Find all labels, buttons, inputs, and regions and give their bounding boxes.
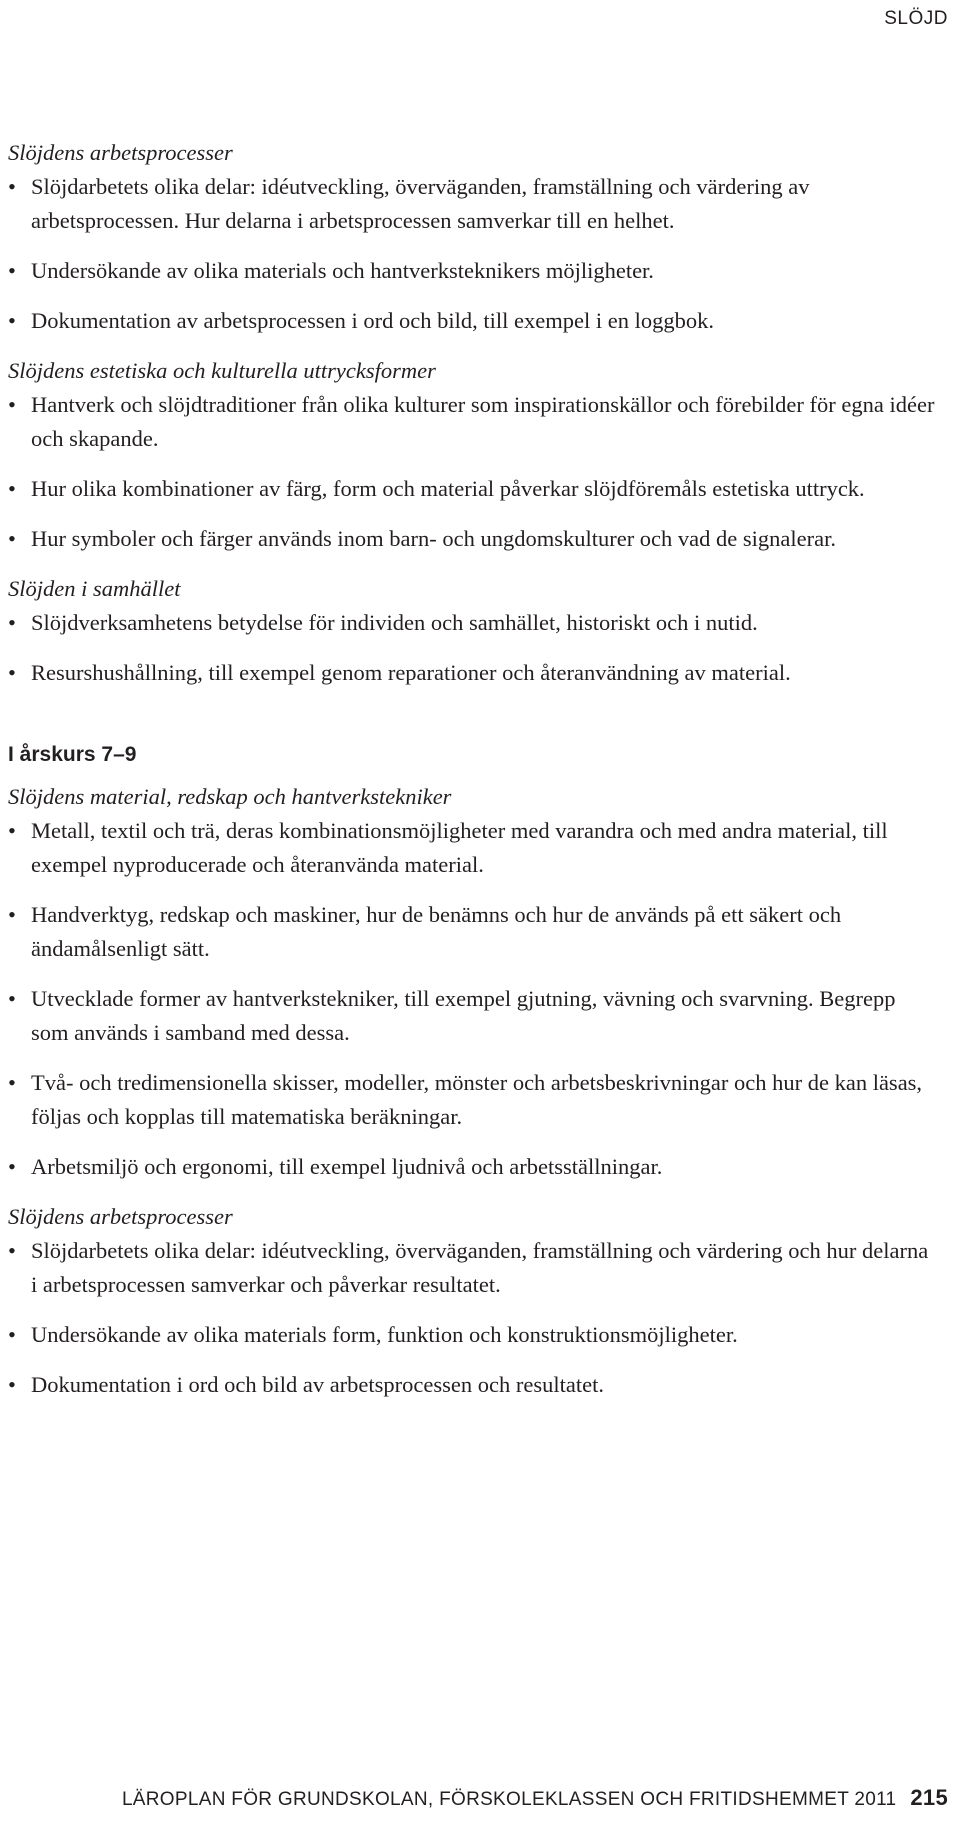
list-item: • Hantverk och slöjdtraditioner från olika kulturer som inspirationskällor och förebilder för egna idéer och skapande.: [8, 388, 938, 456]
running-head: SLÖJD: [884, 8, 948, 29]
bullet-list: [8, 1234, 938, 1402]
bullet-icon: •: [8, 392, 16, 417]
section-heading: Slöjdens estetiska och kulturella uttrycksformer: [8, 358, 436, 383]
page-footer: [122, 1785, 948, 1811]
section-slojden-i-samhallet: [8, 572, 938, 690]
section-heading: Slöjdens material, redskap och hantverkstekniker: [8, 784, 452, 809]
list-item: • Utvecklade former av hantverkstekniker, till exempel gjutning, vävning och svarvning. Begrepp som används i samband med dessa.: [8, 982, 938, 1050]
section-arbetsprocesser-2: [8, 1200, 938, 1402]
bullet-list: [8, 388, 938, 556]
list-item: • Undersökande av olika materials form, funktion och konstruktionsmöjligheter.: [8, 1318, 938, 1352]
bullet-icon: •: [8, 258, 16, 283]
bullet-icon: •: [8, 902, 16, 927]
bullet-icon: •: [8, 174, 16, 199]
bullet-list: [8, 814, 938, 1184]
bullet-icon: •: [8, 1070, 16, 1095]
list-item: • Handverktyg, redskap och maskiner, hur de benämns och hur de används på ett säkert och ändamålsenligt sätt.: [8, 898, 938, 966]
list-item: • Slöjdarbetets olika delar: idéutveckling, överväganden, framställning och värdering och hur delarna i arbetsprocessen samverkar och påverkar resultatet.: [8, 1234, 938, 1302]
list-item: • Metall, textil och trä, deras kombinationsmöjligheter med varandra och med andra material, till exempel nyproducerade och återanvända material.: [8, 814, 938, 882]
list-item: • Hur symboler och färger används inom barn- och ungdomskulturer och vad de signalerar.: [8, 522, 938, 556]
list-item: • Arbetsmiljö och ergonomi, till exempel ljudnivå och arbetsställningar.: [8, 1150, 938, 1184]
page-number: 215: [910, 1785, 948, 1810]
bullet-icon: •: [8, 526, 16, 551]
list-item: • Slöjdverksamhetens betydelse för individen och samhället, historiskt och i nutid.: [8, 606, 938, 640]
bullet-icon: •: [8, 986, 16, 1011]
list-item: • Dokumentation av arbetsprocessen i ord och bild, till exempel i en loggbok.: [8, 304, 938, 338]
grade-heading: I årskurs 7–9: [8, 743, 137, 766]
list-item: • Dokumentation i ord och bild av arbetsprocessen och resultatet.: [8, 1368, 938, 1402]
bullet-list: [8, 606, 938, 690]
section-arbetsprocesser-1: [8, 136, 938, 338]
bullet-icon: •: [8, 1322, 16, 1347]
bullet-icon: •: [8, 1154, 16, 1179]
section-heading: Slöjdens arbetsprocesser: [8, 1204, 233, 1229]
section-material-redskap: [8, 780, 938, 1184]
bullet-icon: •: [8, 1372, 16, 1397]
section-heading: Slöjdens arbetsprocesser: [8, 140, 233, 165]
bullet-icon: •: [8, 818, 16, 843]
list-item: • Resurshushållning, till exempel genom reparationer och återanvändning av material.: [8, 656, 938, 690]
list-item: • Två- och tredimensionella skisser, modeller, mönster och arbetsbeskrivningar och hur de kan läsas, följas och kopplas till matematiska beräkningar.: [8, 1066, 938, 1134]
bullet-list: [8, 170, 938, 338]
page-content: [8, 136, 938, 1418]
list-item: • Hur olika kombinationer av färg, form och material påverkar slöjdföremåls estetiska uttryck.: [8, 472, 938, 506]
footer-title: LÄROPLAN FÖR GRUNDSKOLAN, FÖRSKOLEKLASSEN OCH FRITIDSHEMMET 2011: [121, 1789, 897, 1810]
bullet-icon: •: [8, 660, 16, 685]
section-estetiska-uttrycksformer: [8, 354, 938, 556]
list-item: • Slöjdarbetets olika delar: idéutveckling, överväganden, framställning och värdering av arbetsprocessen. Hur delarna i arbetsprocessen samverkar till en helhet.: [8, 170, 938, 238]
list-item: • Undersökande av olika materials och hantverksteknikers möjligheter.: [8, 254, 938, 288]
section-heading: Slöjden i samhället: [8, 576, 181, 601]
bullet-icon: •: [8, 1238, 16, 1263]
bullet-icon: •: [8, 476, 16, 501]
bullet-icon: •: [8, 308, 16, 333]
bullet-icon: •: [8, 610, 16, 635]
